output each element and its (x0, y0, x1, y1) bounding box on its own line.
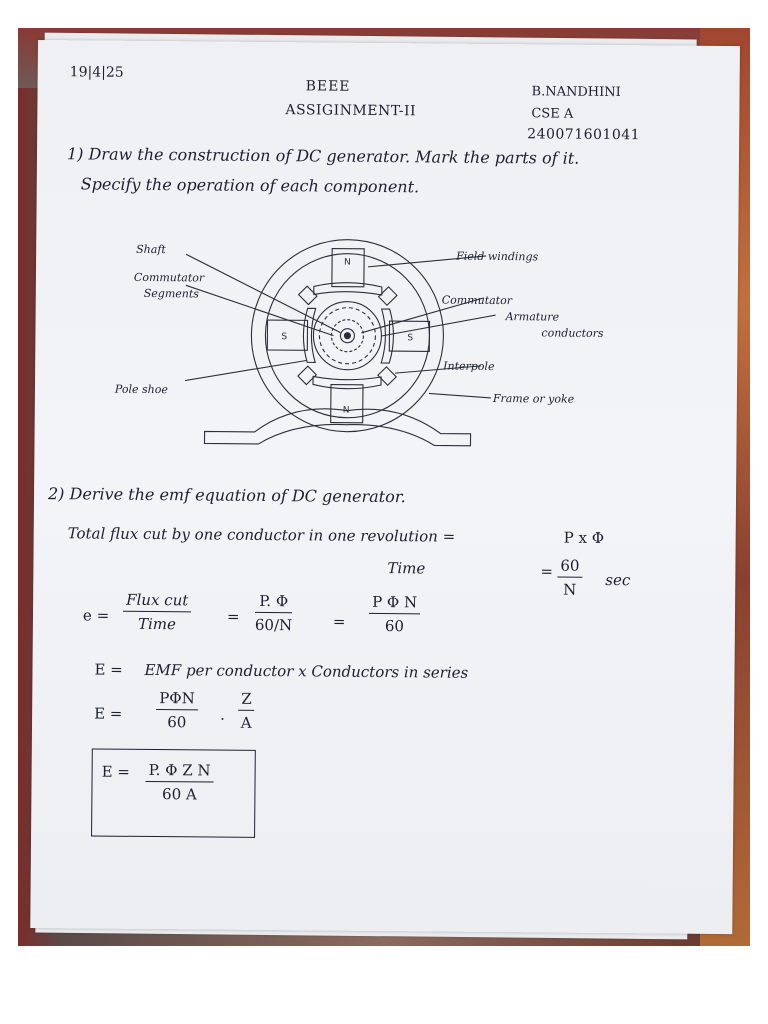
label-interpole: Interpole (443, 359, 495, 373)
eq-E2-f1-num: PΦN (156, 689, 198, 710)
eq-e-lhs: e = (82, 606, 110, 625)
pole-shoe-bottom (313, 376, 381, 389)
leader-armature (381, 313, 496, 337)
eq-e-f1-num: Flux cut (123, 591, 191, 613)
question-1-line-2: Specify the operation of each component. (80, 174, 420, 197)
question-2: 2) Derive the emf equation of DC generator. (47, 484, 406, 507)
eq-final-lhs: E = (101, 762, 130, 781)
pole-letter-top: N (344, 257, 351, 268)
eq-flux-value: P x Φ (563, 528, 605, 547)
pole-letter-left: S (281, 332, 288, 343)
label-commutator-segments-2: Segments (143, 286, 200, 301)
eq-e-f3-den: 60 (384, 617, 405, 636)
eq-E2-lhs: E = (94, 704, 123, 723)
header-name: B.NANDHINI (531, 84, 621, 101)
header-subject: BEEE (305, 78, 351, 95)
eq-time-label: Time (387, 559, 426, 578)
eq-E1-rhs: EMF per conductor x Conductors in series (144, 660, 469, 682)
label-pole-shoe: Pole shoe (114, 382, 168, 397)
pole-letter-bottom: N (342, 405, 350, 416)
eq-time-fraction (557, 557, 582, 599)
eq-e-f1-den: Time (137, 614, 177, 634)
eq-e-fraction-2 (255, 592, 293, 634)
eq-time-num: 60 (557, 557, 582, 578)
eq-E2-dot: . (220, 705, 225, 724)
label-frame-or-yoke: Frame or yoke (492, 391, 575, 406)
eq-E2-fraction-1 (156, 689, 198, 731)
eq-time-equals: = (540, 562, 554, 581)
eq-E2-fraction-2 (238, 690, 255, 732)
eq-e-equals-2: = (226, 607, 240, 626)
pole-letter-right: S (407, 333, 414, 344)
label-field-windings: Field windings (456, 249, 539, 264)
dc-generator-diagram (184, 231, 496, 484)
pole-shoe-top (314, 282, 382, 295)
eq-e-fraction-1 (123, 591, 192, 634)
eq-final-num: P. Φ Z N (146, 761, 214, 783)
eq-E2-f2-num: Z (238, 690, 255, 711)
leader-frame (429, 393, 491, 398)
eq-final-den: 60 A (161, 785, 197, 804)
eq-flux-line: Total flux cut by one conductor in one revolution = (67, 524, 456, 546)
eq-e-f2-den: 60/N (254, 615, 293, 635)
label-armature-2: conductors (541, 326, 604, 340)
eq-e-fraction-3 (369, 593, 420, 635)
eq-e-f3-num: P Φ N (369, 593, 420, 614)
eq-final-fraction (145, 761, 213, 804)
eq-e-f2-num: P. Φ (255, 592, 292, 613)
eq-E2-f1-den: 60 (167, 713, 187, 732)
header-reg-no: 240071601041 (527, 126, 641, 144)
label-commutator-segments-1: Commutator (133, 270, 205, 285)
label-shaft: Shaft (136, 242, 166, 257)
leader-pole-shoe (184, 359, 307, 384)
base (204, 405, 470, 446)
header-assignment: ASSIGINMENT-II (285, 102, 417, 120)
assignment-sheet (30, 40, 740, 934)
eq-time-den: N (563, 580, 577, 599)
label-armature-1: Armature (505, 310, 560, 324)
eq-E2-f2-den: A (240, 713, 252, 732)
header-class: CSE A (531, 106, 574, 122)
question-1-line-1: 1) Draw the construction of DC generator. Mark the parts of it. (66, 144, 580, 168)
eq-e-equals-3: = (332, 612, 346, 631)
eq-E1-lhs: E = (94, 660, 123, 679)
header-date: 19|4|25 (69, 64, 124, 81)
label-commutator: Commutator (441, 293, 513, 308)
eq-time-unit: sec (605, 570, 631, 590)
